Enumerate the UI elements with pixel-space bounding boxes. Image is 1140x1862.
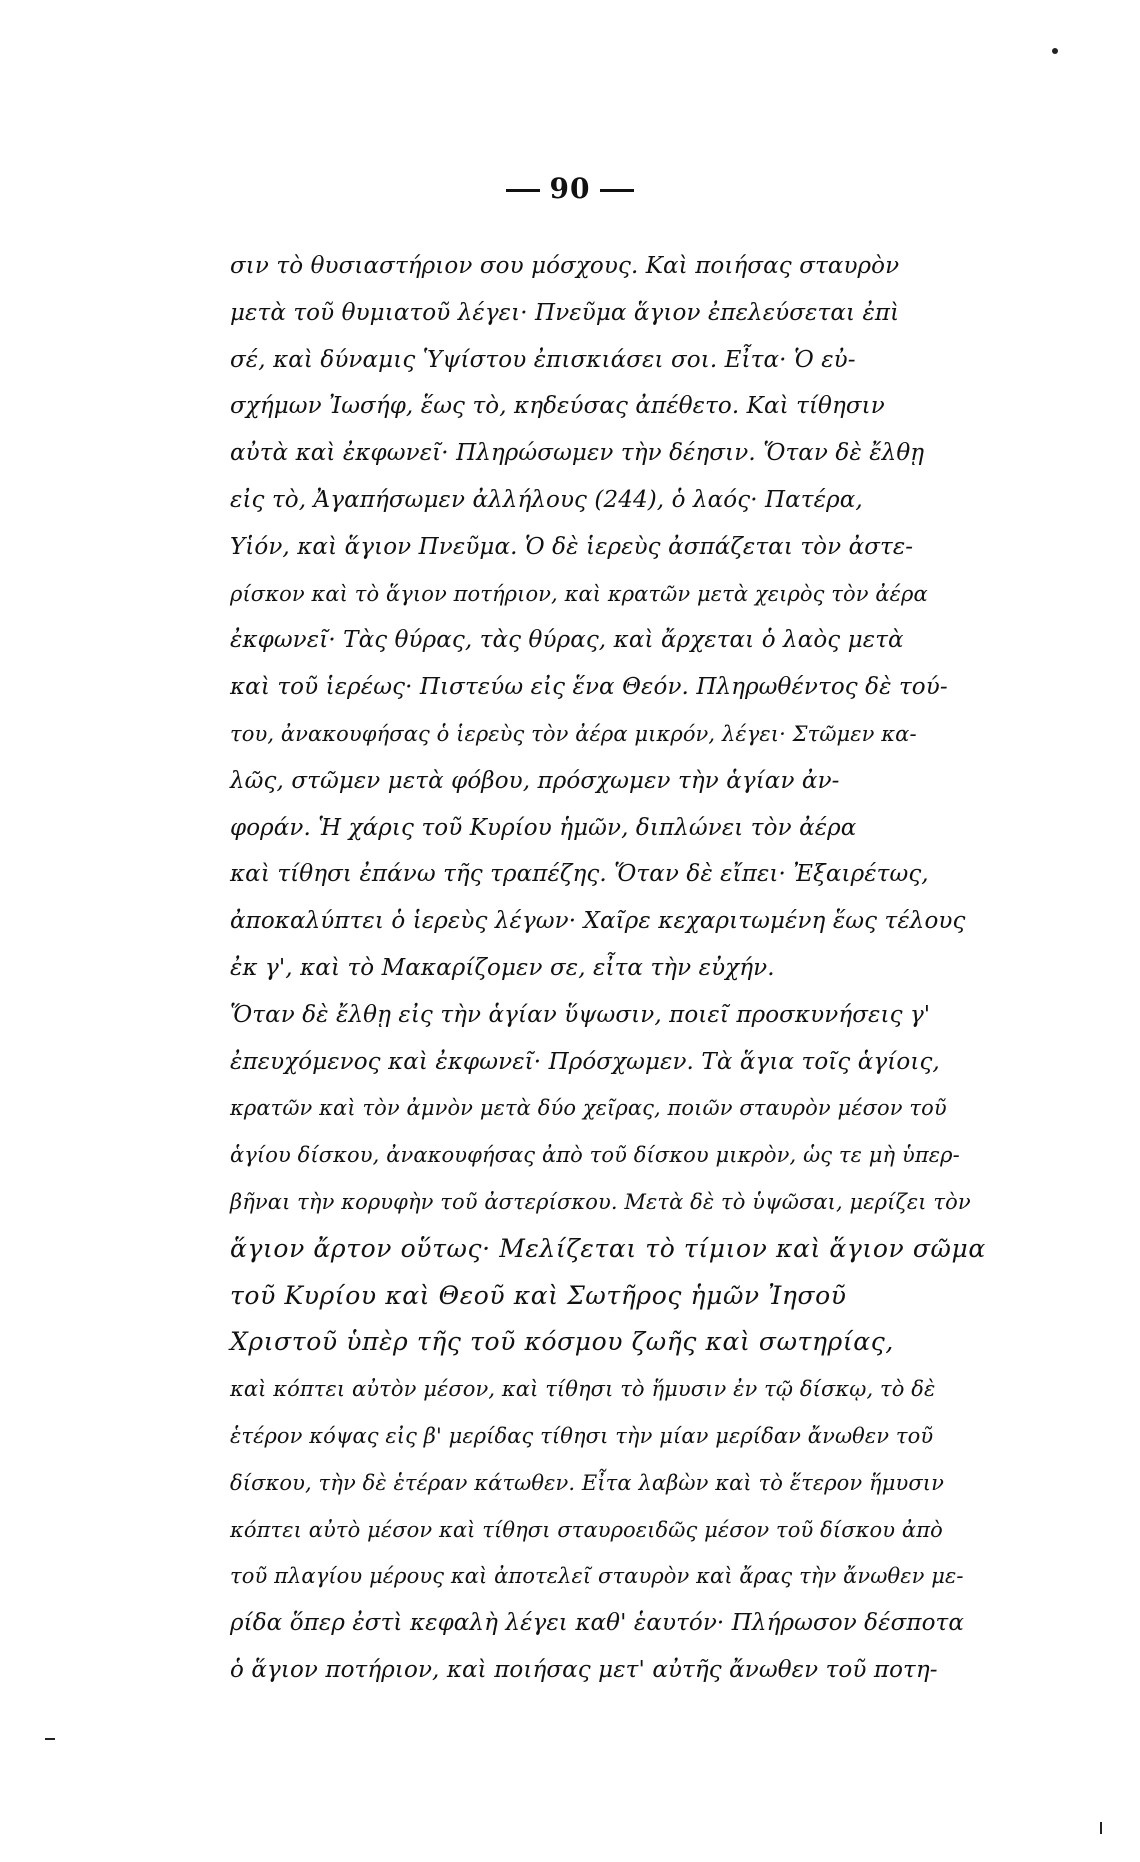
text-line-5: αὐτὰ καὶ ἐκφωνεῖ· Πληρώσωμεν τὴν δέησιν. Ὅταν δὲ ἔλθῃ [230, 440, 925, 467]
text-line-27: δίσκου, τὴν δὲ ἑτέραν κάτωθεν. Εἶτα λαβὼν καὶ τὸ ἕτερον ἥμυσιν [230, 1470, 944, 1495]
ink-dot [1052, 48, 1058, 54]
text-line-26: ἑτέρον κόψας εἰς β' μερίδας τίθησι τὴν μίαν μερίδαν ἄνωθεν τοῦ [230, 1423, 934, 1448]
text-line-6: εἰς τὸ, Ἀγαπήσωμεν ἀλλήλους (244), ὁ λαός· Πατέρα, [230, 486, 863, 513]
text-line-18: ἐπευχόμενος καὶ ἐκφωνεῖ· Πρόσχωμεν. Τὰ ἅγια τοῖς ἁγίοις, [230, 1048, 940, 1075]
text-line-24: Χριστοῦ ὑπὲρ τῆς τοῦ κόσμου ζωῆς καὶ σωτηρίας, [230, 1327, 894, 1357]
text-line-2: μετὰ τοῦ θυμιατοῦ λέγει· Πνεῦμα ἅγιον ἐπελεύσεται ἐπὶ [230, 299, 900, 326]
text-line-17: Ὅταν δὲ ἔλθῃ εἰς τὴν ἁγίαν ὕψωσιν, ποιεῖ προσκυνήσεις γ' [230, 1001, 931, 1028]
text-line-12: λῶς, στῶμεν μετὰ φόβου, πρόσχωμεν τὴν ἁγίαν ἀν- [230, 767, 840, 794]
text-line-3: σέ, καὶ δύναμις Ὑψίστου ἐπισκιάσει σοι. Εἶτα· Ὁ εὐ- [230, 346, 856, 373]
text-line-1: σιν τὸ θυσιαστήριον σου μόσχους. Καὶ ποιήσας σταυρὸν [230, 253, 900, 279]
text-line-13: φοράν. Ἡ χάρις τοῦ Κυρίου ἡμῶν, διπλώνει τὸν ἀέρα [230, 814, 857, 841]
text-line-7: Υἱόν, καὶ ἅγιον Πνεῦμα. Ὁ δὲ ἱερεὺς ἀσπάζεται τὸν ἀστε- [230, 533, 914, 560]
text-line-25: καὶ κόπτει αὐτὸν μέσον, καὶ τίθησι τὸ ἥμυσιν ἐν τῷ δίσκῳ, τὸ δὲ [230, 1377, 936, 1402]
text-line-8: ρίσκον καὶ τὸ ἅγιον ποτήριον, καὶ κρατῶν μετὰ χειρὸς τὸν ἀέρα [230, 581, 928, 606]
text-line-15: ἀποκαλύπτει ὁ ἱερεὺς λέγων· Χαῖρε κεχαριτωμένη ἕως τέλους [230, 908, 966, 935]
text-line-11: του, ἀνακουφήσας ὁ ἱερεὺς τὸν ἀέρα μικρόν, λέγει· Στῶμεν κα- [230, 721, 917, 746]
text-line-20: ἁγίου δίσκου, ἀνακουφήσας ἀπὸ τοῦ δίσκου μικρὸν, ὡς τε μὴ ὑπερ- [230, 1143, 960, 1168]
text-line-29: τοῦ πλαγίου μέρους καὶ ἀποτελεῖ σταυρὸν καὶ ἄρας τὴν ἄνωθεν με- [230, 1564, 964, 1589]
text-line-23: τοῦ Κυρίου καὶ Θεοῦ καὶ Σωτῆρος ἡμῶν Ἰησοῦ [230, 1280, 847, 1310]
text-line-4: σχήμων Ἰωσήφ, ἕως τὸ, κηδεύσας ἀπέθετο. Καὶ τίθησιν [230, 393, 885, 420]
text-line-14: καὶ τίθησι ἐπάνω τῆς τραπέζης. Ὅταν δὲ εἴπει· Ἐξαιρέτως, [230, 861, 929, 888]
left-dash [506, 189, 540, 192]
text-line-22: ἅγιον ἄρτον οὕτως· Μελίζεται τὸ τίμιον καὶ ἅγιον σῶμα [230, 1233, 986, 1263]
text-line-21: βῆναι τὴν κορυφὴν τοῦ ἀστερίσκου. Μετὰ δὲ τὸ ὑψῶσαι, μερίζει τὸν [230, 1189, 971, 1214]
text-line-10: καὶ τοῦ ἱερέως· Πιστεύω εἰς ἕνα Θεόν. Πληρωθέντος δὲ τού- [230, 674, 948, 701]
text-line-16: ἐκ γ', καὶ τὸ Μακαρίζομεν σε, εἶτα τὴν εὐχήν. [230, 954, 775, 981]
text-line-19: κρατῶν καὶ τὸν ἀμνὸν μετὰ δύο χεῖρας, ποιῶν σταυρὸν μέσον τοῦ [230, 1096, 947, 1121]
body-text [230, 243, 1030, 1694]
page-number: 90 [549, 172, 591, 205]
scan-mark-left [45, 1738, 55, 1740]
right-dash [600, 189, 634, 192]
text-line-9: ἐκφωνεῖ· Τὰς θύρας, τὰς θύρας, καὶ ἄρχεται ὁ λαὸς μετὰ [230, 627, 904, 654]
scan-mark-right [1100, 1822, 1102, 1834]
page-number-header [0, 172, 1140, 205]
text-line-30: ρίδα ὅπερ ἐστὶ κεφαλὴ λέγει καθ' ἑαυτόν· Πλήρωσον δέσποτα [230, 1610, 964, 1637]
text-line-28: κόπτει αὐτὸ μέσον καὶ τίθησι σταυροειδῶς μέσον τοῦ δίσκου ἀπὸ [230, 1517, 943, 1542]
text-line-31: ὁ ἅγιον ποτήριον, καὶ ποιήσας μετ' αὐτῆς ἄνωθεν τοῦ ποτη- [230, 1656, 938, 1683]
